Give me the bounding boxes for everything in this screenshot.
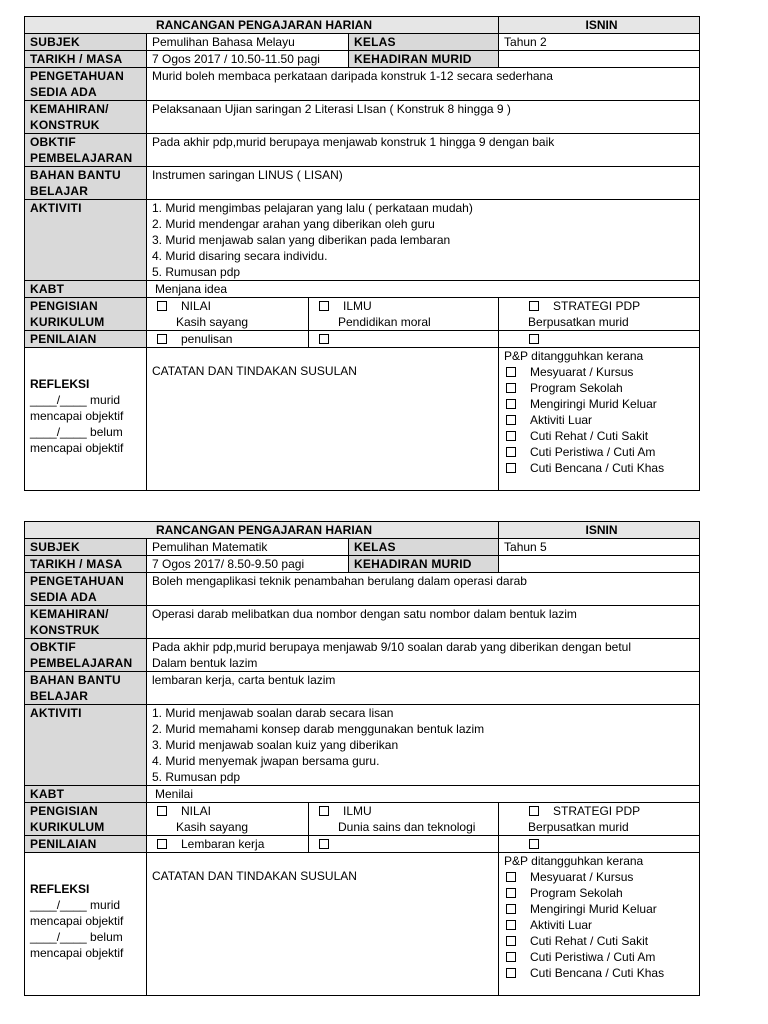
- label-refleksi: REFLEKSI: [30, 882, 90, 896]
- refleksi-cell: REFLEKSI ____/____ murid mencapai objektif ____/____ belum mencapai objektif: [25, 348, 147, 491]
- pp-options-list: [504, 869, 699, 981]
- label-aktiviti: AKTIVITI: [25, 200, 147, 281]
- text-line: Operasi darab melibatkan dua nombor dengan satu nombor dalam bentuk lazim: [152, 607, 577, 621]
- checkbox-icon[interactable]: [529, 806, 539, 816]
- text-line: lembaran kerja, carta bentuk lazim: [152, 673, 336, 687]
- pp-option-label: Aktiviti Luar: [530, 918, 593, 932]
- pp-option[interactable]: [504, 869, 699, 885]
- checkbox-icon[interactable]: [529, 301, 539, 311]
- pp-option-label: Cuti Bencana / Cuti Khas: [530, 461, 665, 475]
- catatan-cell: [147, 853, 499, 996]
- value-kehadiran: [499, 51, 700, 68]
- checkbox-icon[interactable]: [506, 968, 516, 978]
- checkbox-icon[interactable]: [506, 399, 516, 409]
- text-line: 2. Murid mendengar arahan yang diberikan oleh guru: [152, 217, 435, 231]
- label-kehadiran: KEHADIRAN MURID: [349, 51, 499, 68]
- checkbox-icon[interactable]: [506, 936, 516, 946]
- lesson-plan-table: [24, 16, 700, 491]
- text-line: Pada akhir pdp,murid berupaya menjawab 9/10 soalan darab yang diberikan dengan betul: [152, 640, 631, 654]
- pp-option-label: Aktiviti Luar: [530, 413, 593, 427]
- pp-option[interactable]: [504, 444, 699, 460]
- pp-option[interactable]: [504, 965, 699, 981]
- plan-day: ISNIN: [499, 17, 700, 34]
- checkbox-icon[interactable]: [157, 301, 167, 311]
- value-subjek: Pemulihan Bahasa Melayu: [147, 34, 349, 51]
- label-pengetahuan: PENGETAHUAN SEDIA ADA: [25, 573, 147, 606]
- checkbox-icon[interactable]: [319, 334, 329, 344]
- pp-heading: P&P ditangguhkan kerana: [504, 854, 644, 868]
- text-line: Pelaksanaan Ujian saringan 2 Literasi LIsan ( Konstruk 8 hingga 9 ): [152, 102, 511, 116]
- label-bahan: BAHAN BANTU BELAJAR: [25, 672, 147, 705]
- label-objektif: OBKTIF PEMBELAJARAN: [25, 134, 147, 167]
- pp-option-label: Mesyuarat / Kursus: [530, 365, 634, 379]
- pp-option[interactable]: [504, 901, 699, 917]
- lesson-plan-2: [24, 521, 699, 996]
- penilaian-3: [499, 836, 700, 853]
- label-kabt: KABT: [25, 786, 147, 803]
- pengisian-ilmu: ILMU Pendidikan moral: [309, 298, 499, 331]
- checkbox-icon[interactable]: [506, 920, 516, 930]
- value-kabt: Menjana idea: [147, 281, 700, 298]
- checkbox-icon[interactable]: [506, 447, 516, 457]
- value-objektif: [147, 134, 700, 167]
- pp-option-label: Cuti Bencana / Cuti Khas: [530, 966, 665, 980]
- refleksi-cell: REFLEKSI ____/____ murid mencapai objektif ____/____ belum mencapai objektif: [25, 853, 147, 996]
- label-kemahiran: KEMAHIRAN/ KONSTRUK: [25, 101, 147, 134]
- value-kelas: Tahun 2: [499, 34, 700, 51]
- text-line: 1. Murid mengimbas pelajaran yang lalu ( perkataan mudah): [152, 201, 473, 215]
- checkbox-icon[interactable]: [157, 839, 167, 849]
- value-subjek: Pemulihan Matematik: [147, 539, 349, 556]
- text-line: 4. Murid disaring secara individu.: [152, 249, 328, 263]
- value-objektif: [147, 639, 700, 672]
- text-line: 3. Murid menjawab soalan kuiz yang diberikan: [152, 738, 399, 752]
- text-line: 1. Murid menjawab soalan darab secara lisan: [152, 706, 394, 720]
- lesson-plan-1: [24, 16, 699, 491]
- text-line: 3. Murid menjawab salan yang diberikan pada lembaran: [152, 233, 451, 247]
- catatan-heading: CATATAN DAN TINDAKAN SUSULAN: [152, 364, 357, 378]
- label-kabt: KABT: [25, 281, 147, 298]
- value-aktiviti: [147, 705, 700, 786]
- label-penilaian: PENILAIAN: [25, 331, 147, 348]
- pp-option[interactable]: [504, 460, 699, 476]
- label-tarikh: TARIKH / MASA: [25, 556, 147, 573]
- pp-options-list: [504, 364, 699, 476]
- label-kehadiran: KEHADIRAN MURID: [349, 556, 499, 573]
- checkbox-icon[interactable]: [506, 415, 516, 425]
- checkbox-icon[interactable]: [319, 806, 329, 816]
- value-kemahiran: [147, 606, 700, 639]
- pp-option[interactable]: [504, 885, 699, 901]
- label-pengisian: PENGISIAN KURIKULUM: [25, 803, 147, 836]
- checkbox-icon[interactable]: [506, 888, 516, 898]
- label-bahan: BAHAN BANTU BELAJAR: [25, 167, 147, 200]
- value-kabt: Menilai: [147, 786, 700, 803]
- pp-option-label: Mesyuarat / Kursus: [530, 870, 634, 884]
- pengisian-nilai: NILAI Kasih sayang: [147, 298, 309, 331]
- label-kelas: KELAS: [349, 539, 499, 556]
- pp-option[interactable]: [504, 933, 699, 949]
- pp-option[interactable]: [504, 380, 699, 396]
- plan-day: ISNIN: [499, 522, 700, 539]
- penilaian-1: penulisan: [147, 331, 309, 348]
- label-tarikh: TARIKH / MASA: [25, 51, 147, 68]
- pp-heading: P&P ditangguhkan kerana: [504, 349, 644, 363]
- checkbox-icon[interactable]: [157, 806, 167, 816]
- label-objektif: OBKTIF PEMBELAJARAN: [25, 639, 147, 672]
- value-kemahiran: [147, 101, 700, 134]
- pengisian-nilai: NILAI Kasih sayang: [147, 803, 309, 836]
- pp-option[interactable]: [504, 412, 699, 428]
- checkbox-icon[interactable]: [506, 872, 516, 882]
- value-tarikh: 7 Ogos 2017 / 10.50-11.50 pagi: [147, 51, 349, 68]
- plan-title: RANCANGAN PENGAJARAN HARIAN: [25, 17, 499, 34]
- text-line: 2. Murid memahami konsep darab menggunakan bentuk lazim: [152, 722, 485, 736]
- value-aktiviti: [147, 200, 700, 281]
- pengisian-ilmu: ILMU Dunia sains dan teknologi: [309, 803, 499, 836]
- pp-option[interactable]: [504, 428, 699, 444]
- value-bahan: [147, 167, 700, 200]
- checkbox-icon[interactable]: [506, 463, 516, 473]
- checkbox-icon[interactable]: [506, 383, 516, 393]
- pp-option-label: Cuti Rehat / Cuti Sakit: [530, 429, 649, 443]
- text-line: Dalam bentuk lazim: [152, 656, 258, 670]
- lesson-plan-table: [24, 521, 700, 996]
- penilaian-3: [499, 331, 700, 348]
- pp-option-label: Cuti Peristiwa / Cuti Am: [530, 950, 656, 964]
- pp-option[interactable]: [504, 364, 699, 380]
- pp-option-label: Cuti Peristiwa / Cuti Am: [530, 445, 656, 459]
- pengisian-strategi: STRATEGI PDP Berpusatkan murid: [499, 803, 700, 836]
- label-pengetahuan: PENGETAHUAN SEDIA ADA: [25, 68, 147, 101]
- value-kehadiran: [499, 556, 700, 573]
- pp-option-label: Cuti Rehat / Cuti Sakit: [530, 934, 649, 948]
- pp-option-label: Program Sekolah: [530, 886, 623, 900]
- pp-option[interactable]: [504, 949, 699, 965]
- pp-option[interactable]: [504, 396, 699, 412]
- pp-option[interactable]: [504, 917, 699, 933]
- label-kemahiran: KEMAHIRAN/ KONSTRUK: [25, 606, 147, 639]
- label-refleksi: REFLEKSI: [30, 377, 90, 391]
- text-line: 5. Rumusan pdp: [152, 770, 241, 784]
- text-line: 4. Murid menyemak jwapan bersama guru.: [152, 754, 380, 768]
- label-penilaian: PENILAIAN: [25, 836, 147, 853]
- label-subjek: SUBJEK: [25, 539, 147, 556]
- plan-title: RANCANGAN PENGAJARAN HARIAN: [25, 522, 499, 539]
- checkbox-icon[interactable]: [529, 839, 539, 849]
- value-tarikh: 7 Ogos 2017/ 8.50-9.50 pagi: [147, 556, 349, 573]
- checkbox-icon[interactable]: [319, 301, 329, 311]
- pp-cell: [499, 853, 700, 996]
- text-line: Pada akhir pdp,murid berupaya menjawab konstruk 1 hingga 9 dengan baik: [152, 135, 555, 149]
- value-pengetahuan: [147, 573, 700, 606]
- pp-option-label: Program Sekolah: [530, 381, 623, 395]
- penilaian-1: Lembaran kerja: [147, 836, 309, 853]
- checkbox-icon[interactable]: [157, 334, 167, 344]
- value-pengetahuan: [147, 68, 700, 101]
- checkbox-icon[interactable]: [529, 334, 539, 344]
- label-aktiviti: AKTIVITI: [25, 705, 147, 786]
- pp-option-label: Mengiringi Murid Keluar: [530, 902, 657, 916]
- checkbox-icon[interactable]: [506, 367, 516, 377]
- catatan-cell: [147, 348, 499, 491]
- label-subjek: SUBJEK: [25, 34, 147, 51]
- catatan-heading: CATATAN DAN TINDAKAN SUSULAN: [152, 869, 357, 883]
- value-kelas: Tahun 5: [499, 539, 700, 556]
- value-bahan: [147, 672, 700, 705]
- penilaian-2: [309, 836, 499, 853]
- label-kelas: KELAS: [349, 34, 499, 51]
- checkbox-icon[interactable]: [319, 839, 329, 849]
- pp-cell: [499, 348, 700, 491]
- pp-option-label: Mengiringi Murid Keluar: [530, 397, 657, 411]
- pengisian-strategi: STRATEGI PDP Berpusatkan murid: [499, 298, 700, 331]
- text-line: Murid boleh membaca perkataan daripada konstruk 1-12 secara sederhana: [152, 69, 553, 83]
- text-line: Instrumen saringan LINUS ( LISAN): [152, 168, 343, 182]
- text-line: Boleh mengaplikasi teknik penambahan berulang dalam operasi darab: [152, 574, 527, 588]
- checkbox-icon[interactable]: [506, 904, 516, 914]
- checkbox-icon[interactable]: [506, 952, 516, 962]
- text-line: 5. Rumusan pdp: [152, 265, 241, 279]
- checkbox-icon[interactable]: [506, 431, 516, 441]
- penilaian-2: [309, 331, 499, 348]
- label-pengisian: PENGISIAN KURIKULUM: [25, 298, 147, 331]
